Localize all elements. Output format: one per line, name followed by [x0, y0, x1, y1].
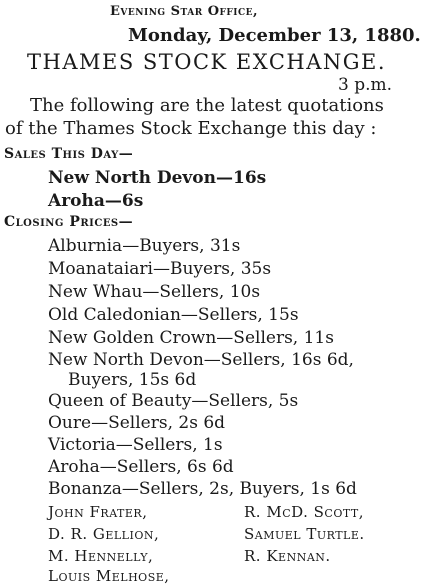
sales-item: New North Devon—16s	[48, 168, 267, 188]
signatory-name: Louis Melhose,	[48, 567, 170, 585]
signatory-name: M. Hennelly,	[48, 547, 154, 565]
closing-item: New Golden Crown—Sellers, 11s	[48, 328, 334, 348]
closing-item: Old Caledonian—Sellers, 15s	[48, 305, 299, 325]
closing-item: Buyers, 15s 6d	[68, 370, 197, 390]
closing-item: Queen of Beauty—Sellers, 5s	[48, 391, 299, 411]
time-line: 3 p.m.	[338, 75, 393, 95]
office-line: Evening Star Office,	[110, 4, 259, 19]
signatory-name: D. R. Gellion,	[48, 525, 160, 543]
closing-item: Aroha—Sellers, 6s 6d	[48, 457, 234, 477]
closing-item: New North Devon—Sellers, 16s 6d,	[48, 350, 354, 370]
signatory-name: Samuel Turtle.	[244, 525, 365, 543]
signatory-name: R. McD. Scott,	[244, 503, 364, 521]
closing-item: Oure—Sellers, 2s 6d	[48, 413, 226, 433]
closing-item: Victoria—Sellers, 1s	[48, 435, 223, 455]
intro-line-1: The following are the latest quotations	[30, 95, 384, 116]
article-title: THAMES STOCK EXCHANGE.	[27, 50, 387, 74]
closing-item: New Whau—Sellers, 10s	[48, 282, 261, 302]
sales-heading: Sales This Day—	[4, 146, 134, 162]
closing-item: Moanataiari—Buyers, 35s	[48, 259, 272, 279]
intro-line-2: of the Thames Stock Exchange this day :	[5, 118, 377, 139]
closing-item: Alburnia—Buyers, 31s	[48, 236, 241, 256]
sales-item: Aroha—6s	[48, 191, 144, 211]
closing-item: Bonanza—Sellers, 2s, Buyers, 1s 6d	[48, 479, 357, 499]
signatory-name: John Frater,	[48, 503, 148, 521]
date-line: Monday, December 13, 1880.	[128, 25, 421, 46]
closing-heading: Closing Prices—	[4, 214, 134, 230]
signatory-name: R. Kennan.	[244, 547, 331, 565]
